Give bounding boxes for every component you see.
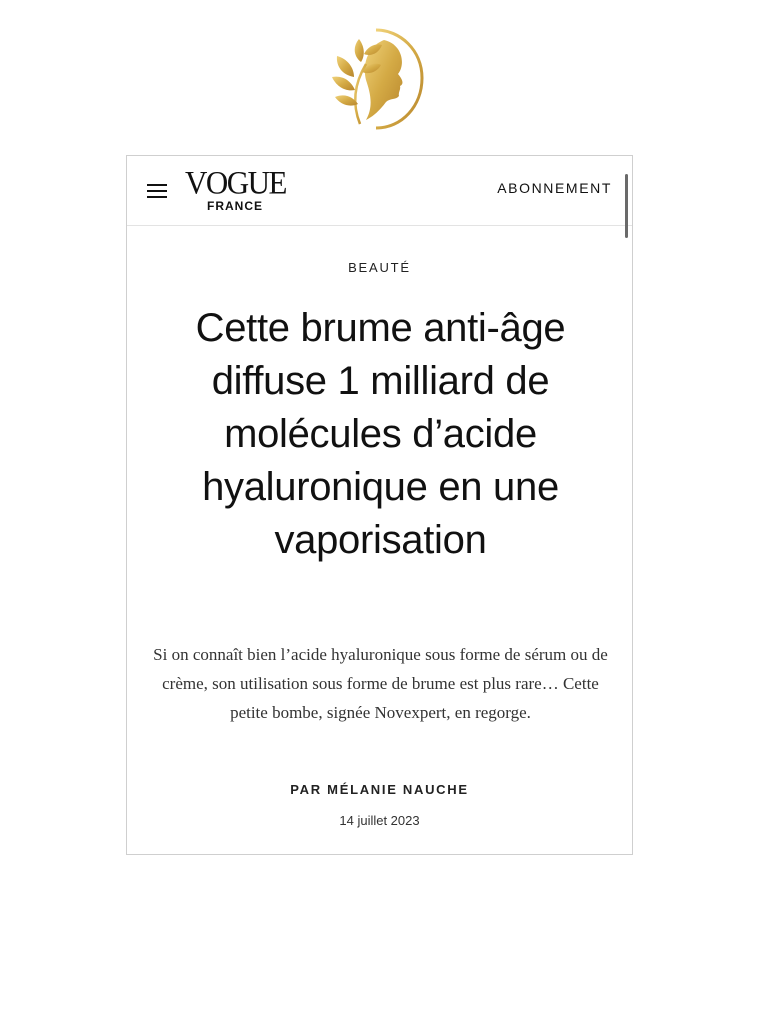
hamburger-menu-icon[interactable] <box>147 184 167 198</box>
brand-name: VOGUE <box>185 164 286 201</box>
top-navigation-bar <box>127 156 632 226</box>
article-screenshot-frame <box>126 155 633 855</box>
scrollbar-thumb[interactable] <box>625 174 628 238</box>
gold-woman-profile-logo <box>318 22 434 138</box>
article-lede: Si on connaît bien l’acide hyaluronique sous forme de sérum ou de crème, son utilisation sous forme de brume est plus rare… Cette petite bombe, signée Novexpert, en regorge. <box>153 645 608 722</box>
article-date: 14 juillet 2023 <box>339 813 420 828</box>
brand-region: FRANCE <box>207 199 263 213</box>
article-byline[interactable]: PAR MÉLANIE NAUCHE <box>290 782 469 797</box>
vogue-france-logo[interactable] <box>185 164 286 213</box>
subscribe-link[interactable]: ABONNEMENT <box>497 180 612 196</box>
article-title: Cette brume anti-âge diffuse 1 milliard de molécules d’acide hyaluronique en une vaporisation <box>195 306 566 562</box>
article-category[interactable]: BEAUTÉ <box>348 260 411 275</box>
